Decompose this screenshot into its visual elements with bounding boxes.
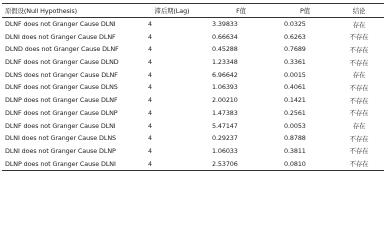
- table-row: [2, 94, 384, 107]
- lag-cell: 4: [148, 83, 152, 92]
- lag-cell: 4: [148, 134, 152, 143]
- hypothesis-cell: DLNI does not Granger Cause DLNP: [5, 146, 116, 155]
- p-value-cell: 0.8788: [284, 134, 306, 143]
- result-cell: 不存在: [349, 45, 369, 54]
- result-cell: 存在: [352, 71, 366, 80]
- hypothesis-cell: DLNP does not Granger Cause DLNF: [5, 96, 118, 105]
- f-value-cell: 6.96642: [212, 70, 238, 79]
- result-cell: 不存在: [349, 83, 369, 92]
- header-result: 结论: [334, 4, 384, 18]
- p-value-cell: 0.3361: [284, 58, 306, 67]
- table-row: [2, 68, 384, 81]
- hypothesis-cell: DLNF does not Granger Cause DLNI: [5, 121, 116, 130]
- f-value-cell: 1.23348: [212, 58, 238, 67]
- header-lag: 滞后期(Lag): [138, 4, 206, 18]
- f-value-cell: 0.29237: [212, 134, 238, 143]
- hypothesis-cell: DLNF does not Granger Cause DLNP: [5, 108, 118, 117]
- table-row: [2, 43, 384, 56]
- p-value-cell: 0.2561: [284, 108, 306, 117]
- result-cell: 不存在: [349, 134, 369, 143]
- p-value-cell: 0.0053: [284, 121, 306, 130]
- header-hypothesis: 原假设(Null Hypothesis): [2, 4, 138, 18]
- f-value-cell: 1.47383: [212, 108, 238, 117]
- table-row: [2, 132, 384, 145]
- lag-cell: 4: [148, 121, 152, 130]
- f-value-cell: 0.45288: [212, 45, 238, 54]
- p-value-cell: 0.7689: [284, 45, 306, 54]
- f-value-cell: 5.47147: [212, 121, 238, 130]
- lag-cell: 4: [148, 58, 152, 67]
- lag-cell: 4: [148, 32, 152, 41]
- lag-cell: 4: [148, 20, 152, 29]
- result-cell: 不存在: [349, 33, 369, 42]
- lag-cell: 4: [148, 70, 152, 79]
- hypothesis-cell: DLNF does not Granger Cause DLND: [5, 58, 119, 67]
- table-header-row: [2, 4, 384, 18]
- table-row: [2, 145, 384, 158]
- lag-cell: 4: [148, 146, 152, 155]
- hypothesis-cell: DLNF does not Granger Cause DLNI: [5, 20, 116, 29]
- table-row: [2, 119, 384, 132]
- lag-cell: 4: [148, 45, 152, 54]
- hypothesis-cell: DLNS does not Granger Cause DLNF: [5, 70, 118, 79]
- f-value-cell: 1.06033: [212, 146, 238, 155]
- p-value-cell: 0.0015: [284, 70, 306, 79]
- p-value-cell: 0.1421: [284, 96, 306, 105]
- result-cell: 存在: [352, 20, 366, 29]
- lag-cell: 4: [148, 108, 152, 117]
- hypothesis-cell: DLND does not Granger Cause DLNF: [5, 45, 119, 54]
- p-value-cell: 0.4061: [284, 83, 306, 92]
- f-value-cell: 0.66634: [212, 32, 238, 41]
- result-cell: 不存在: [349, 109, 369, 118]
- table-body: [2, 17, 384, 170]
- f-value-cell: 2.53706: [206, 157, 276, 170]
- f-value-cell: 3.39833: [212, 20, 238, 29]
- p-value-cell: 0.0810: [276, 157, 334, 170]
- table-row: [2, 107, 384, 120]
- f-value-cell: 1.06393: [212, 83, 238, 92]
- result-cell: 存在: [352, 122, 366, 131]
- header-p-value: P值: [276, 4, 334, 18]
- table-row: [2, 17, 384, 30]
- hypothesis-cell: DLNI does not Granger Cause DLNF: [5, 32, 116, 41]
- hypothesis-cell: DLNI does not Granger Cause DLNS: [5, 134, 116, 143]
- lag-cell: 4: [138, 157, 206, 170]
- p-value-cell: 0.0325: [284, 20, 306, 29]
- p-value-cell: 0.3811: [284, 146, 306, 155]
- result-cell: 不存在: [334, 157, 384, 170]
- lag-cell: 4: [148, 96, 152, 105]
- result-cell: 不存在: [349, 58, 369, 67]
- table-row: [2, 157, 384, 170]
- hypothesis-cell: DLNP does not Granger Cause DLNI: [2, 157, 138, 170]
- table-row: [2, 30, 384, 43]
- hypothesis-cell: DLNF does not Granger Cause DLNS: [5, 83, 118, 92]
- header-f-value: F值: [206, 4, 276, 18]
- table-row: [2, 56, 384, 69]
- granger-causality-table: [2, 3, 384, 171]
- result-cell: 不存在: [349, 96, 369, 105]
- p-value-cell: 0.6263: [284, 32, 306, 41]
- result-cell: 不存在: [349, 147, 369, 156]
- table-row: [2, 81, 384, 94]
- f-value-cell: 2.00210: [212, 96, 238, 105]
